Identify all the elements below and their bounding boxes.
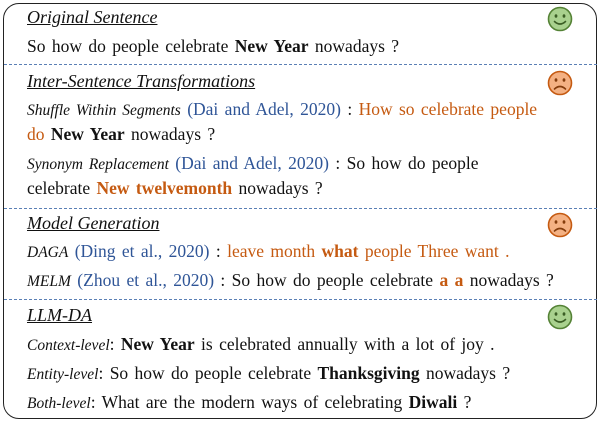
level-label: Both-level <box>27 395 91 412</box>
section-title-original: Original Sentence <box>27 7 158 27</box>
citation-link[interactable]: Zhou et al., 2020 <box>83 270 209 290</box>
section-divider <box>4 64 597 65</box>
melm-example: MELM (Zhou et al., 2020) : So how do people celebrate a a nowadays ? <box>27 270 554 290</box>
section-title-llmda: LLM-DA <box>27 305 93 325</box>
level-label: Entity-level <box>27 366 99 383</box>
smiley-face-icon <box>547 304 573 330</box>
level-label: Context-level <box>27 337 110 354</box>
original-sentence: So how do people celebrate New Year nowadays ? <box>27 36 400 56</box>
frowning-face-icon <box>547 70 573 96</box>
method-name: Synonym Replacement <box>27 156 169 173</box>
both-level-example: Both-level: What are the modern ways of celebrating Diwali ? <box>27 392 472 412</box>
synonym-example-line2: celebrate New twelvemonth nowadays ? <box>27 178 323 198</box>
section-divider <box>4 299 597 300</box>
section-title-model: Model Generation <box>27 213 160 233</box>
frowning-face-icon <box>547 212 573 238</box>
method-name: Shuffle Within Segments <box>27 102 181 119</box>
daga-example: DAGA (Ding et al., 2020) : leave month what people Three want . <box>27 241 510 261</box>
section-title-inter: Inter-Sentence Transformations <box>27 71 256 91</box>
citation-link[interactable]: Ding et al., 2020 <box>80 241 204 261</box>
method-name: DAGA <box>27 244 69 261</box>
synonym-example-line1: Synonym Replacement (Dai and Adel, 2020) : So how do people <box>27 153 479 173</box>
shuffle-example-line1: Shuffle Within Segments (Dai and Adel, 2020) : How so celebrate people <box>27 99 538 119</box>
smiley-face-icon <box>547 6 573 32</box>
entity-level-example: Entity-level: So how do people celebrate Thanksgiving nowadays ? <box>27 363 511 383</box>
section-divider <box>4 208 597 209</box>
shuffle-example-line2: do New Year nowadays ? <box>27 124 216 144</box>
method-name: MELM <box>27 273 71 290</box>
citation-link[interactable]: Dai and Adel, 2020 <box>181 153 324 173</box>
citation-link[interactable]: Dai and Adel, 2020 <box>193 99 336 119</box>
context-level-example: Context-level: New Year is celebrated annually with a lot of joy . <box>27 334 495 354</box>
